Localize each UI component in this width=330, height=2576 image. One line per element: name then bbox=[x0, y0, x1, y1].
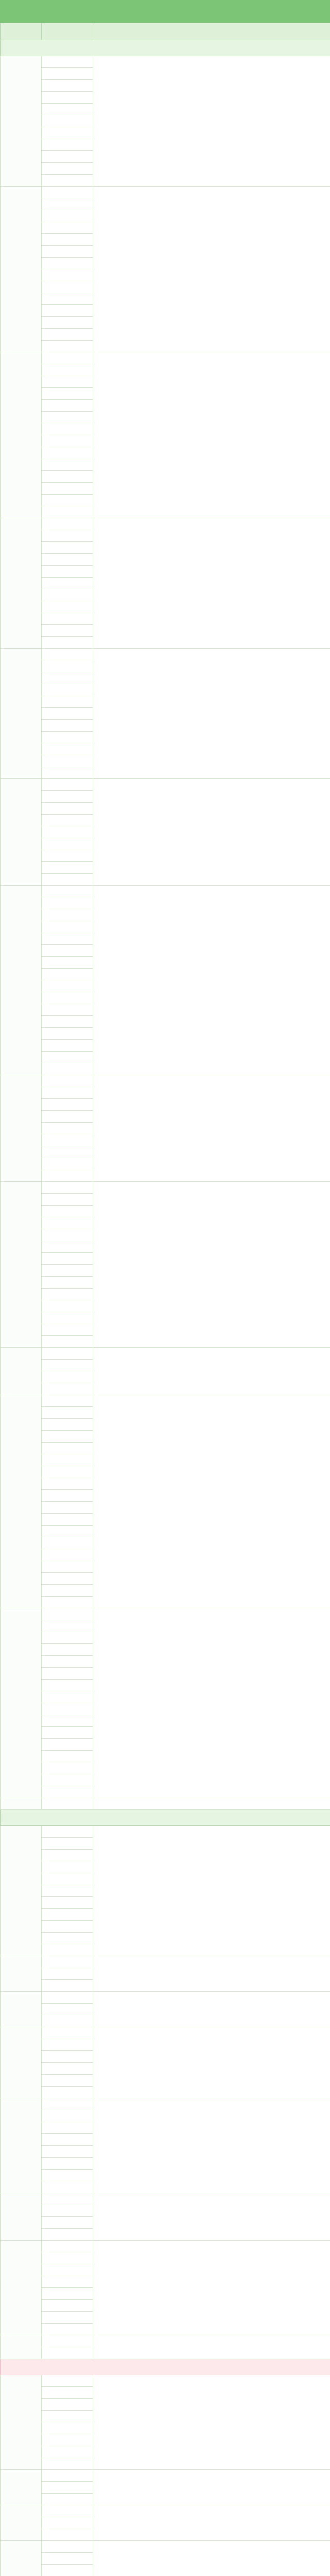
item-cell bbox=[42, 281, 93, 293]
item-cell bbox=[42, 1419, 93, 1431]
category-cell bbox=[1, 1826, 42, 1956]
item-cell bbox=[42, 1111, 93, 1123]
section-header-row bbox=[1, 1810, 330, 1826]
item-cell bbox=[42, 1028, 93, 1040]
item-cell bbox=[42, 1502, 93, 1514]
item-cell bbox=[42, 2446, 93, 2458]
item-cell bbox=[42, 2312, 93, 2324]
item-cell bbox=[42, 1312, 93, 1324]
significance-cell bbox=[93, 1395, 330, 1608]
item-cell bbox=[42, 1921, 93, 1933]
items-table-body bbox=[1, 40, 330, 2576]
category-cell bbox=[1, 1075, 42, 1182]
item-cell bbox=[42, 554, 93, 566]
item-cell bbox=[42, 2470, 93, 2482]
item-cell bbox=[42, 2134, 93, 2146]
item-cell bbox=[42, 2264, 93, 2276]
item-cell bbox=[42, 1561, 93, 1573]
item-cell bbox=[42, 708, 93, 720]
item-cell bbox=[42, 874, 93, 886]
item-cell bbox=[42, 2288, 93, 2300]
table-row bbox=[1, 352, 330, 364]
item-cell bbox=[42, 1324, 93, 1336]
item-cell bbox=[42, 376, 93, 388]
significance-cell bbox=[93, 2241, 330, 2335]
item-cell bbox=[42, 1146, 93, 1158]
item-cell bbox=[42, 1873, 93, 1885]
item-cell bbox=[42, 483, 93, 495]
item-cell bbox=[42, 1348, 93, 1360]
section-title bbox=[1, 40, 330, 56]
table-row bbox=[1, 2027, 330, 2039]
significance-cell bbox=[93, 187, 330, 352]
significance-cell bbox=[93, 2193, 330, 2241]
item-cell bbox=[42, 388, 93, 400]
category-cell bbox=[1, 56, 42, 187]
item-cell bbox=[42, 127, 93, 139]
item-cell bbox=[42, 2494, 93, 2505]
significance-cell bbox=[93, 1075, 330, 1182]
page-title bbox=[0, 0, 330, 23]
item-cell bbox=[42, 2063, 93, 2075]
item-cell bbox=[42, 803, 93, 815]
item-cell bbox=[42, 115, 93, 127]
column-header-category bbox=[1, 23, 42, 40]
item-cell bbox=[42, 246, 93, 258]
item-cell bbox=[42, 2146, 93, 2158]
table-row bbox=[1, 1608, 330, 1620]
significance-cell bbox=[93, 352, 330, 518]
item-cell bbox=[42, 1739, 93, 1751]
section-header-row bbox=[1, 2359, 330, 2375]
item-cell bbox=[42, 720, 93, 732]
category-cell bbox=[1, 1608, 42, 1798]
category-cell bbox=[1, 1992, 42, 2027]
item-cell bbox=[42, 1826, 93, 1838]
item-cell bbox=[42, 2553, 93, 2565]
item-cell bbox=[42, 815, 93, 826]
item-cell bbox=[42, 1170, 93, 1182]
item-cell bbox=[42, 743, 93, 755]
item-cell bbox=[42, 1443, 93, 1454]
item-cell bbox=[42, 1182, 93, 1194]
table-row bbox=[1, 1348, 330, 1360]
item-cell bbox=[42, 1632, 93, 1644]
item-cell bbox=[42, 1241, 93, 1253]
table-row bbox=[1, 1826, 330, 1838]
item-cell bbox=[42, 767, 93, 779]
table-row bbox=[1, 1395, 330, 1407]
significance-cell bbox=[93, 2541, 330, 2576]
item-cell bbox=[42, 1751, 93, 1762]
item-cell bbox=[42, 1668, 93, 1680]
item-cell bbox=[42, 269, 93, 281]
column-header-significance bbox=[93, 23, 330, 40]
item-cell bbox=[42, 1478, 93, 1490]
table-row bbox=[1, 518, 330, 530]
item-cell bbox=[42, 1206, 93, 1217]
item-cell bbox=[42, 897, 93, 909]
category-cell bbox=[1, 1182, 42, 1348]
item-cell bbox=[42, 791, 93, 803]
item-cell bbox=[42, 2482, 93, 2494]
item-cell bbox=[42, 2252, 93, 2264]
table-row bbox=[1, 2098, 330, 2110]
item-cell bbox=[42, 1944, 93, 1956]
item-cell bbox=[42, 175, 93, 187]
item-cell bbox=[42, 589, 93, 601]
table-row bbox=[1, 2241, 330, 2252]
category-cell bbox=[1, 1348, 42, 1395]
category-cell bbox=[1, 518, 42, 649]
category-cell bbox=[1, 2193, 42, 2241]
category-cell bbox=[1, 2470, 42, 2505]
item-cell bbox=[42, 2335, 93, 2347]
significance-cell bbox=[93, 1348, 330, 1395]
table-row bbox=[1, 2375, 330, 2387]
item-cell bbox=[42, 1573, 93, 1585]
item-cell bbox=[42, 412, 93, 423]
item-cell bbox=[42, 1861, 93, 1873]
item-cell bbox=[42, 1537, 93, 1549]
item-cell bbox=[42, 506, 93, 518]
item-cell bbox=[42, 198, 93, 210]
significance-cell bbox=[93, 649, 330, 779]
item-cell bbox=[42, 317, 93, 329]
item-cell bbox=[42, 1431, 93, 1443]
section-header-row bbox=[1, 40, 330, 56]
item-cell bbox=[42, 566, 93, 578]
item-cell bbox=[42, 495, 93, 506]
item-cell bbox=[42, 992, 93, 1004]
category-cell bbox=[1, 2541, 42, 2576]
item-cell bbox=[42, 1265, 93, 1277]
table-row bbox=[1, 649, 330, 660]
category-cell bbox=[1, 2335, 42, 2359]
table-header-row bbox=[1, 23, 330, 40]
item-cell bbox=[42, 435, 93, 447]
item-cell bbox=[42, 862, 93, 874]
item-cell bbox=[42, 1194, 93, 1206]
item-cell bbox=[42, 1703, 93, 1715]
item-cell bbox=[42, 530, 93, 542]
item-cell bbox=[42, 755, 93, 767]
table-row bbox=[1, 1956, 330, 1968]
item-cell bbox=[42, 1526, 93, 1537]
item-cell bbox=[42, 2051, 93, 2063]
item-cell bbox=[42, 779, 93, 791]
item-cell bbox=[42, 1644, 93, 1656]
significance-cell bbox=[93, 2335, 330, 2359]
item-cell bbox=[42, 1514, 93, 1526]
table-row bbox=[1, 1182, 330, 1194]
item-cell bbox=[42, 2411, 93, 2422]
category-cell bbox=[1, 779, 42, 886]
table-row bbox=[1, 1798, 330, 1810]
item-cell bbox=[42, 1383, 93, 1395]
item-cell bbox=[42, 1229, 93, 1241]
item-cell bbox=[42, 2324, 93, 2335]
item-cell bbox=[42, 1980, 93, 1992]
item-cell bbox=[42, 732, 93, 743]
item-cell bbox=[42, 2375, 93, 2387]
item-cell bbox=[42, 2004, 93, 2015]
item-cell bbox=[42, 980, 93, 992]
category-cell bbox=[1, 2241, 42, 2335]
item-cell bbox=[42, 1063, 93, 1075]
item-cell bbox=[42, 1217, 93, 1229]
item-cell bbox=[42, 163, 93, 175]
item-cell bbox=[42, 1016, 93, 1028]
table-row bbox=[1, 187, 330, 198]
item-cell bbox=[42, 1597, 93, 1608]
item-cell bbox=[42, 187, 93, 198]
item-cell bbox=[42, 518, 93, 530]
item-cell bbox=[42, 2276, 93, 2288]
table-row bbox=[1, 1992, 330, 2004]
item-cell bbox=[42, 1052, 93, 1063]
item-cell bbox=[42, 1691, 93, 1703]
item-cell bbox=[42, 56, 93, 68]
item-cell bbox=[42, 305, 93, 317]
item-cell bbox=[42, 1360, 93, 1371]
item-cell bbox=[42, 2039, 93, 2051]
item-cell bbox=[42, 1490, 93, 1502]
item-cell bbox=[42, 1336, 93, 1348]
item-cell bbox=[42, 1123, 93, 1134]
item-cell bbox=[42, 447, 93, 459]
item-cell bbox=[42, 2565, 93, 2576]
item-cell bbox=[42, 838, 93, 850]
item-cell bbox=[42, 1371, 93, 1383]
item-cell bbox=[42, 2110, 93, 2122]
item-cell bbox=[42, 210, 93, 222]
category-cell bbox=[1, 1798, 42, 1810]
item-cell bbox=[42, 364, 93, 376]
item-cell bbox=[42, 1838, 93, 1850]
category-cell bbox=[1, 649, 42, 779]
table-row bbox=[1, 1075, 330, 1087]
item-cell bbox=[42, 400, 93, 412]
item-cell bbox=[42, 625, 93, 637]
significance-cell bbox=[93, 1992, 330, 2027]
item-cell bbox=[42, 1956, 93, 1968]
item-cell bbox=[42, 1656, 93, 1668]
item-cell bbox=[42, 1289, 93, 1300]
category-cell bbox=[1, 352, 42, 518]
item-cell bbox=[42, 886, 93, 897]
item-cell bbox=[42, 969, 93, 980]
item-cell bbox=[42, 2387, 93, 2399]
item-cell bbox=[42, 2122, 93, 2134]
table-row bbox=[1, 779, 330, 791]
items-table bbox=[0, 23, 330, 2576]
item-cell bbox=[42, 1620, 93, 1632]
item-cell bbox=[42, 2458, 93, 2470]
item-cell bbox=[42, 2505, 93, 2517]
item-cell bbox=[42, 2098, 93, 2110]
item-cell bbox=[42, 1968, 93, 1980]
item-cell bbox=[42, 684, 93, 696]
item-cell bbox=[42, 1099, 93, 1111]
item-cell bbox=[42, 2241, 93, 2252]
item-cell bbox=[42, 352, 93, 364]
item-cell bbox=[42, 945, 93, 957]
significance-cell bbox=[93, 1608, 330, 1798]
item-cell bbox=[42, 637, 93, 649]
item-cell bbox=[42, 613, 93, 625]
item-cell bbox=[42, 329, 93, 341]
item-cell bbox=[42, 1134, 93, 1146]
significance-cell bbox=[93, 1956, 330, 1992]
category-cell bbox=[1, 187, 42, 352]
item-cell bbox=[42, 1680, 93, 1691]
item-cell bbox=[42, 2181, 93, 2193]
item-cell bbox=[42, 2541, 93, 2553]
item-cell bbox=[42, 2434, 93, 2446]
item-cell bbox=[42, 2170, 93, 2181]
significance-cell bbox=[93, 56, 330, 187]
item-cell bbox=[42, 1585, 93, 1597]
significance-cell bbox=[93, 1182, 330, 1348]
significance-cell bbox=[93, 2098, 330, 2193]
item-cell bbox=[42, 258, 93, 269]
item-cell bbox=[42, 578, 93, 589]
item-cell bbox=[42, 1087, 93, 1099]
item-cell bbox=[42, 649, 93, 660]
item-cell bbox=[42, 1762, 93, 1774]
item-cell bbox=[42, 2193, 93, 2205]
item-cell bbox=[42, 1549, 93, 1561]
item-cell bbox=[42, 850, 93, 862]
item-cell bbox=[42, 1277, 93, 1289]
item-cell bbox=[42, 921, 93, 933]
item-cell bbox=[42, 1395, 93, 1407]
section-title bbox=[1, 2359, 330, 2375]
item-cell bbox=[42, 2158, 93, 2170]
item-cell bbox=[42, 1158, 93, 1170]
item-cell bbox=[42, 957, 93, 969]
item-cell bbox=[42, 2529, 93, 2541]
table-row bbox=[1, 2541, 330, 2553]
table-row bbox=[1, 2335, 330, 2347]
category-cell bbox=[1, 2027, 42, 2098]
item-cell bbox=[42, 2347, 93, 2359]
significance-cell bbox=[93, 2375, 330, 2470]
item-cell bbox=[42, 1407, 93, 1419]
item-cell bbox=[42, 660, 93, 672]
item-cell bbox=[42, 1466, 93, 1478]
category-cell bbox=[1, 886, 42, 1075]
significance-cell bbox=[93, 886, 330, 1075]
item-cell bbox=[42, 1786, 93, 1798]
item-cell bbox=[42, 1253, 93, 1265]
item-cell bbox=[42, 80, 93, 92]
item-cell bbox=[42, 423, 93, 435]
item-cell bbox=[42, 1992, 93, 2004]
item-cell bbox=[42, 1004, 93, 1016]
section-title bbox=[1, 1810, 330, 1826]
table-row bbox=[1, 2193, 330, 2205]
table-row bbox=[1, 886, 330, 897]
significance-cell bbox=[93, 2027, 330, 2098]
item-cell bbox=[42, 1075, 93, 1087]
item-cell bbox=[42, 2217, 93, 2229]
item-cell bbox=[42, 222, 93, 234]
item-cell bbox=[42, 1933, 93, 1944]
significance-cell bbox=[93, 779, 330, 886]
category-cell bbox=[1, 1956, 42, 1992]
table-row bbox=[1, 56, 330, 68]
significance-cell bbox=[93, 2470, 330, 2505]
significance-cell bbox=[93, 2505, 330, 2541]
item-cell bbox=[42, 2027, 93, 2039]
table-row bbox=[1, 2505, 330, 2517]
item-cell bbox=[42, 1897, 93, 1909]
item-cell bbox=[42, 2300, 93, 2312]
item-cell bbox=[42, 2229, 93, 2241]
item-cell bbox=[42, 68, 93, 80]
item-cell bbox=[42, 104, 93, 115]
category-cell bbox=[1, 2375, 42, 2470]
item-cell bbox=[42, 601, 93, 613]
item-cell bbox=[42, 1040, 93, 1052]
category-cell bbox=[1, 1395, 42, 1608]
item-cell bbox=[42, 542, 93, 554]
item-cell bbox=[42, 2205, 93, 2217]
item-cell bbox=[42, 459, 93, 471]
item-cell bbox=[42, 1715, 93, 1727]
table-row bbox=[1, 2470, 330, 2482]
significance-cell bbox=[93, 518, 330, 649]
item-cell bbox=[42, 2422, 93, 2434]
item-cell bbox=[42, 1300, 93, 1312]
item-cell bbox=[42, 139, 93, 151]
item-cell bbox=[42, 1774, 93, 1786]
item-cell bbox=[42, 1454, 93, 1466]
item-cell bbox=[42, 933, 93, 945]
significance-cell bbox=[93, 1826, 330, 1956]
item-cell bbox=[42, 826, 93, 838]
item-cell bbox=[42, 2399, 93, 2411]
item-cell bbox=[42, 293, 93, 305]
significance-cell bbox=[93, 1798, 330, 1810]
category-cell bbox=[1, 2505, 42, 2541]
item-cell bbox=[42, 909, 93, 921]
item-cell bbox=[42, 1909, 93, 1921]
item-cell bbox=[42, 1608, 93, 1620]
item-cell bbox=[42, 2517, 93, 2529]
item-cell bbox=[42, 234, 93, 246]
item-cell bbox=[42, 2087, 93, 2098]
item-cell bbox=[42, 696, 93, 708]
item-cell bbox=[42, 1885, 93, 1897]
category-cell bbox=[1, 2098, 42, 2193]
item-cell bbox=[42, 2075, 93, 2087]
item-cell bbox=[42, 2015, 93, 2027]
item-cell bbox=[42, 1850, 93, 1861]
item-cell bbox=[42, 151, 93, 163]
item-cell bbox=[42, 672, 93, 684]
item-cell bbox=[42, 341, 93, 352]
item-cell bbox=[42, 471, 93, 483]
column-header-item bbox=[42, 23, 93, 40]
item-cell bbox=[42, 1727, 93, 1739]
item-cell bbox=[42, 1798, 93, 1810]
item-cell bbox=[42, 92, 93, 104]
